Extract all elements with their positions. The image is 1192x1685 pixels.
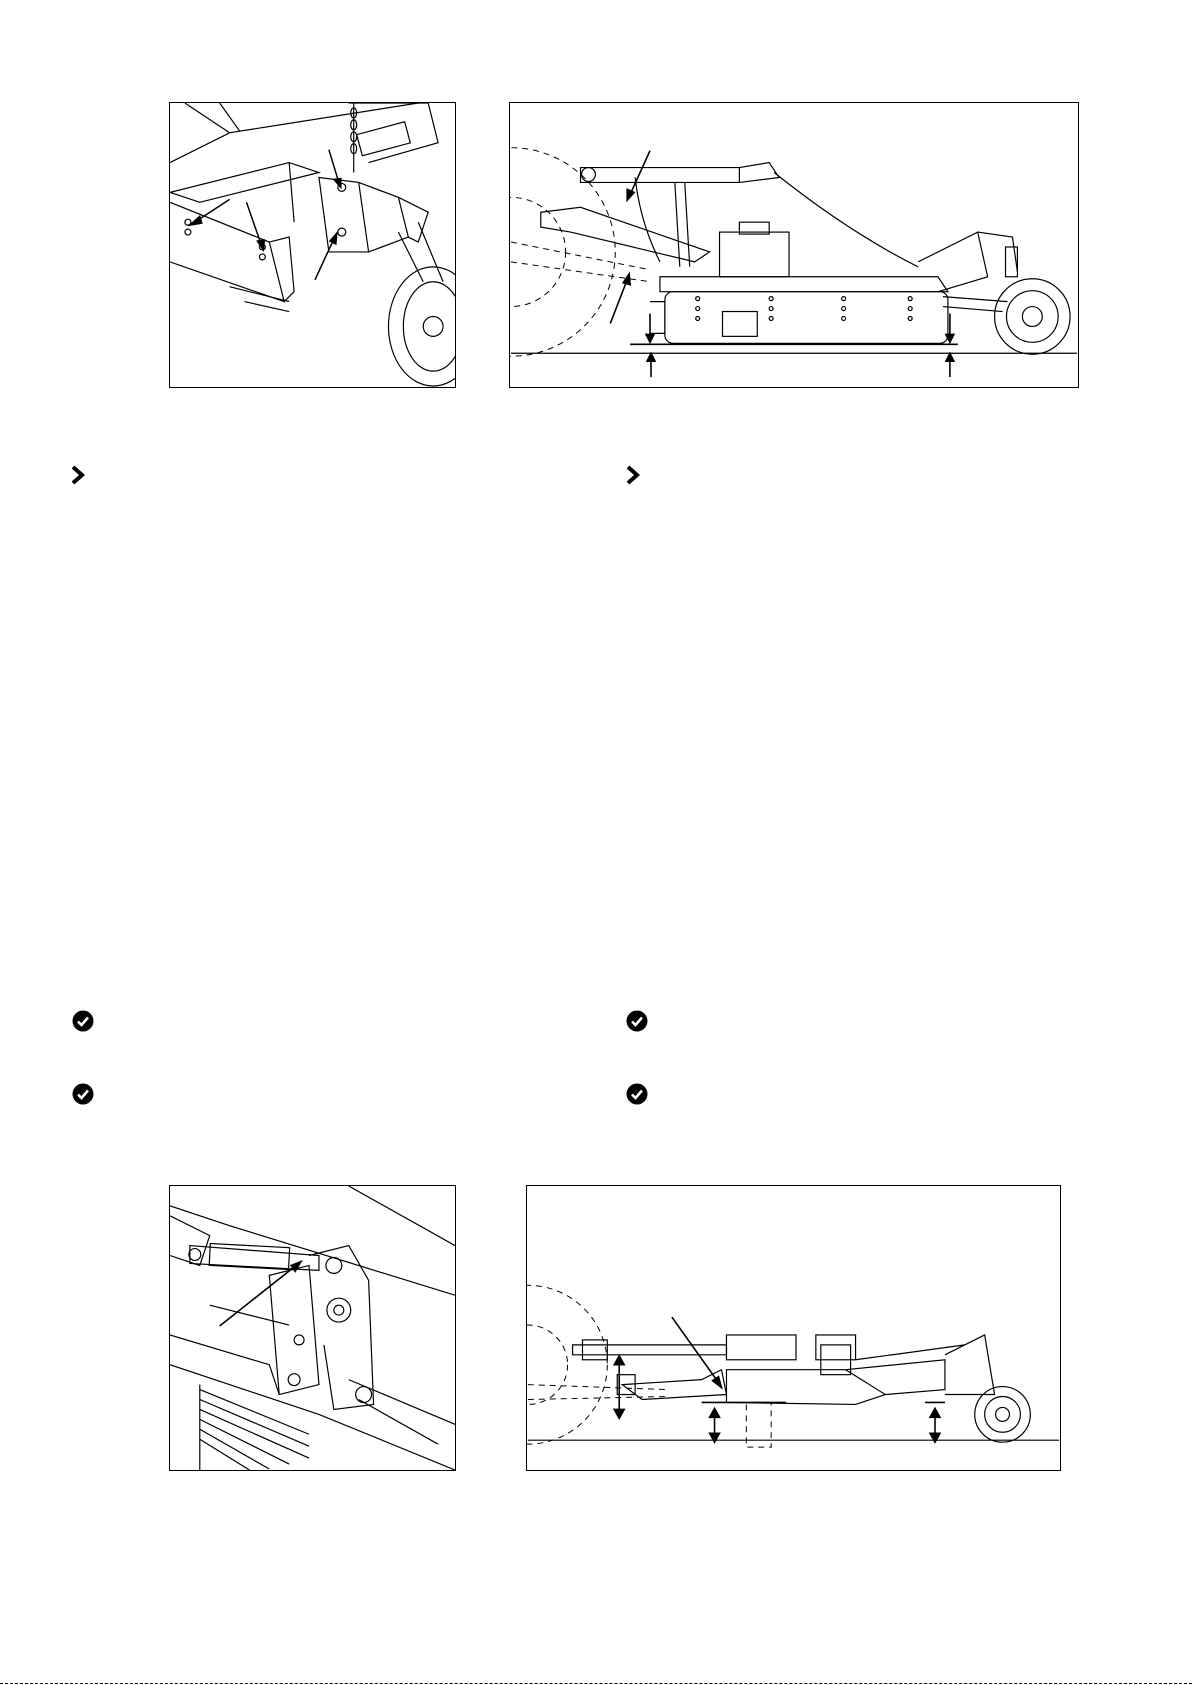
hitch-detail-drawing (170, 103, 455, 387)
figure-hitch-detail (169, 102, 456, 388)
side-hydraulic-drawing (527, 1186, 1060, 1470)
figure-side-chain (509, 102, 1079, 388)
chevron-right-icon (70, 464, 86, 486)
check-circle-icon (626, 1010, 648, 1032)
figure-side-hydraulic (526, 1185, 1061, 1471)
check-circle-icon (72, 1083, 94, 1105)
check-circle-icon (72, 1010, 94, 1032)
figure-cylinder-detail (169, 1185, 456, 1471)
side-chain-drawing (510, 103, 1078, 387)
chevron-right-icon (625, 464, 641, 486)
check-circle-icon (626, 1083, 648, 1105)
cylinder-detail-drawing (170, 1186, 455, 1470)
page-bottom-rule (0, 1683, 1192, 1684)
